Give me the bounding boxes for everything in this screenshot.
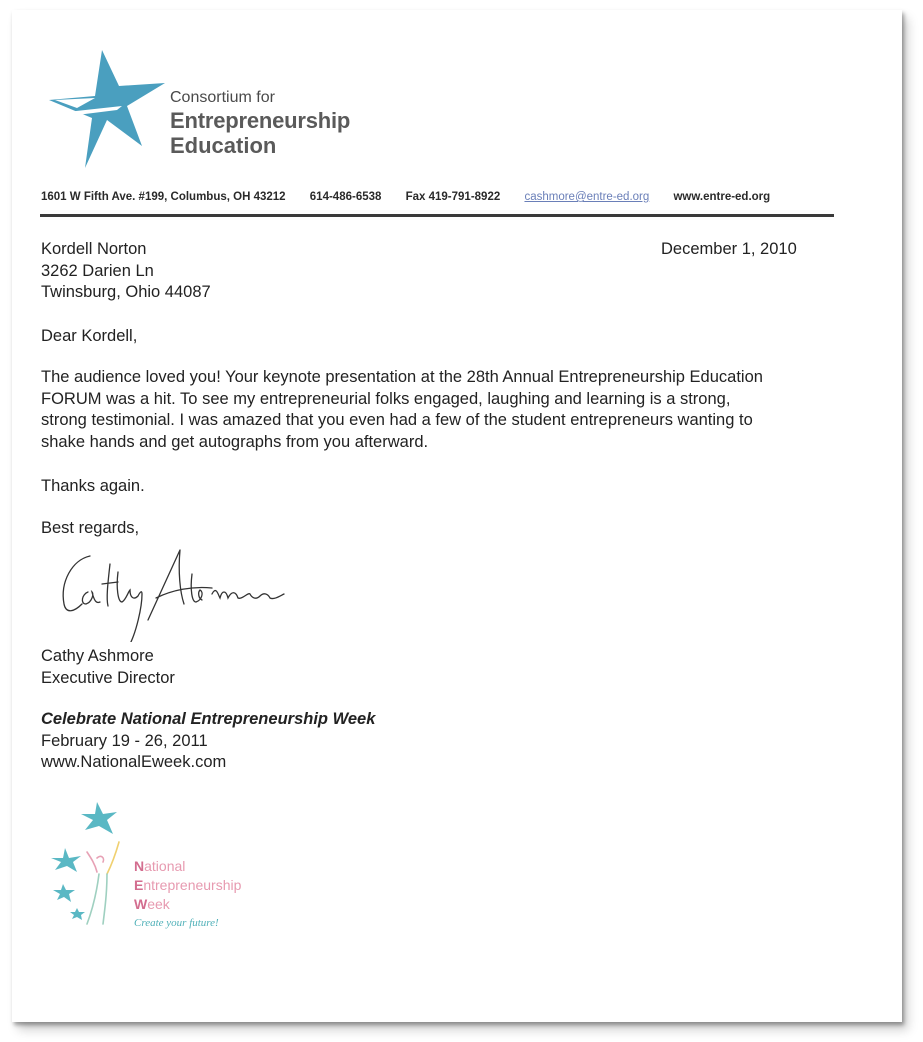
org-address: 1601 W Fifth Ave. #199, Columbus, OH 43212	[41, 191, 286, 203]
letter-body	[41, 367, 763, 453]
body-line: FORUM was a hit. To see my entrepreneurial folks engaged, laughing and learning is a strong,	[41, 389, 731, 408]
org-name-line3: Education	[170, 133, 277, 158]
body-line: strong testimonial. I was amazed that you even had a few of the student entrepreneurs wanting to	[41, 411, 753, 429]
new-line1: ational	[144, 858, 186, 874]
consortium-star-logo-icon	[47, 48, 172, 173]
new-initial-w: W	[134, 896, 148, 912]
recipient-city: Twinsburg, Ohio 44087	[41, 283, 211, 301]
new-initial-e: E	[134, 877, 144, 893]
new-line2: ntrepreneurship	[143, 877, 242, 893]
recipient-name: Kordell Norton	[41, 240, 147, 258]
new-line3: eek	[147, 896, 170, 912]
org-name-line2: Entrepreneurship	[170, 108, 351, 133]
org-website: www.entre-ed.org	[673, 191, 771, 203]
recipient-block	[41, 239, 211, 304]
handwritten-signature	[52, 542, 312, 642]
org-email-link[interactable]: cashmore@entre-ed.org	[524, 191, 650, 203]
new-tagline: Create your future!	[134, 917, 219, 929]
stars-figure-icon	[47, 800, 137, 930]
new-logo-text	[134, 857, 241, 914]
salutation: Dear Kordell,	[41, 327, 138, 345]
new-initial-n: N	[134, 858, 145, 874]
promo-block	[41, 709, 375, 774]
recipient-street: 3262 Darien Ln	[41, 261, 154, 280]
signer-title: Executive Director	[41, 668, 175, 687]
org-name-line1: Consortium for	[170, 89, 275, 106]
promo-dates: February 19 - 26, 2011	[41, 731, 208, 750]
closing: Best regards,	[41, 519, 140, 537]
org-fax: Fax 419-791-8922	[405, 191, 501, 203]
promo-headline: Celebrate National Entrepreneurship Week	[41, 710, 376, 728]
signature-block	[41, 646, 175, 689]
letter-date: December 1, 2010	[661, 240, 797, 258]
contact-bar	[41, 191, 791, 203]
body-line: The audience loved you! Your keynote presentation at the 28th Annual Entrepreneurship Education	[41, 368, 763, 386]
letter-page	[12, 10, 902, 1022]
body-line: shake hands and get autographs from you afterward.	[41, 432, 429, 451]
signer-name: Cathy Ashmore	[41, 647, 154, 665]
letterhead-divider	[40, 214, 834, 217]
thanks-line: Thanks again.	[41, 477, 145, 495]
org-phone: 614-486-6538	[309, 191, 382, 203]
national-entrepreneurship-week-logo	[47, 800, 277, 930]
promo-website: www.NationalEweek.com	[41, 753, 227, 771]
